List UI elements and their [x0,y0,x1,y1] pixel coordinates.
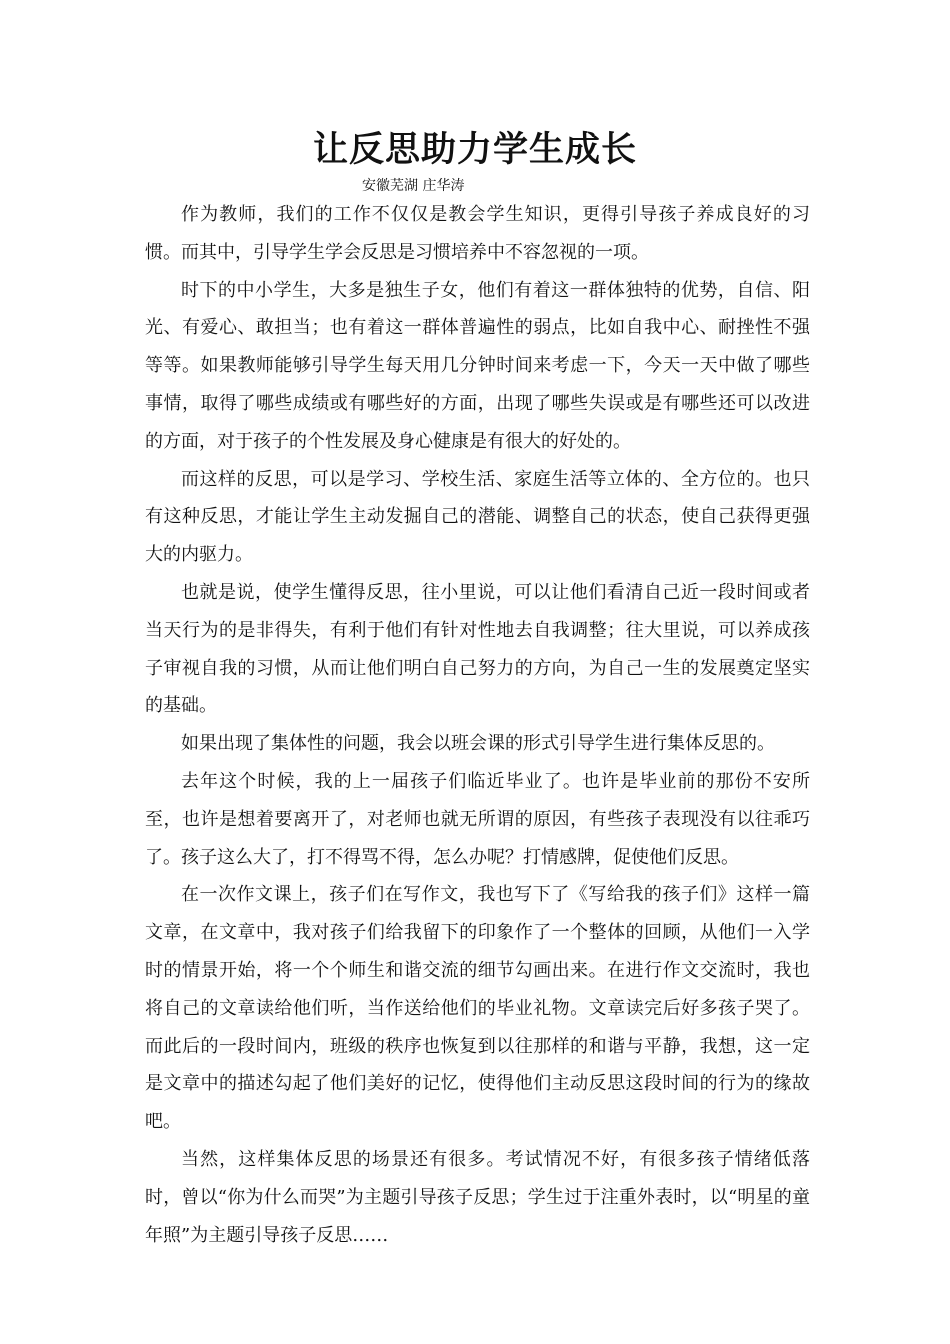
paragraph: 去年这个时候，我的上一届孩子们临近毕业了。也许是毕业前的那份不安所至，也许是想着要离开了，对老师也就无所谓的原因，有些孩子表现没有以往乖巧了。孩子这么大了，打不得骂不得，怎么办呢？打情感牌，促使他们反思。 [145,770,810,868]
paragraph: 如果出现了集体性的问题，我会以班会课的形式引导学生进行集体反思的。 [181,733,775,755]
article-body [145,196,810,1254]
paragraph: 当然，这样集体反思的场景还有很多。考试情况不好，有很多孩子情绪低落时，曾以“你为什么而哭”为主题引导孩子反思；学生过于注重外表时，以“明星的童年照”为主题引导孩子反思…… [145,1148,810,1246]
paragraph: 而这样的反思，可以是学习、学校生活、家庭生活等立体的、全方位的。也只有这种反思，才能让学生主动发掘自己的潜能、调整自己的状态，使自己获得更强大的内驱力。 [145,468,810,566]
document-title: 让反思助力学生成长 [312,130,637,170]
paragraph: 作为教师，我们的工作不仅仅是教会学生知识，更得引导孩子养成良好的习惯。而其中，引导学生学会反思是习惯培养中不容忽视的一项。 [145,204,810,263]
paragraph: 时下的中小学生，大多是独生子女，他们有着这一群体独特的优势，自信、阳光、有爱心、敢担当；也有着这一群体普遍性的弱点，比如自我中心、耐挫性不强等等。如果教师能够引导学生每天用几分钟时间来考虑一下，今天一天中做了哪些事情，取得了哪些成绩或有哪些好的方面，出现了哪些失误或是有哪些还可以改进的方面，对于孩子的个性发展及身心健康是有很大的好处的。 [145,279,810,452]
author-line: 安徽芜湖 庄华涛 [362,178,465,194]
paragraph: 在一次作文课上，孩子们在写作文，我也写下了《写给我的孩子们》这样一篇文章，在文章中，我对孩子们给我留下的印象作了一个整体的回顾，从他们一入学时的情景开始，将一个个师生和谐交流的细节勾画出来。在进行作文交流时，我也将自己的文章读给他们听，当作送给他们的毕业礼物。文章读完后好多孩子哭了。而此后的一段时间内，班级的秩序也恢复到以往那样的和谐与平静，我想，这一定是文章中的描述勾起了他们美好的记忆，使得他们主动反思这段时间的行为的缘故吧。 [145,884,810,1133]
paragraph: 也就是说，使学生懂得反思，往小里说，可以让他们看清自己近一段时间或者当天行为的是非得失，有利于他们有针对性地去自我调整；往大里说，可以养成孩子审视自我的习惯，从而让他们明白自己努力的方向，为自己一生的发展奠定坚实的基础。 [145,581,810,717]
